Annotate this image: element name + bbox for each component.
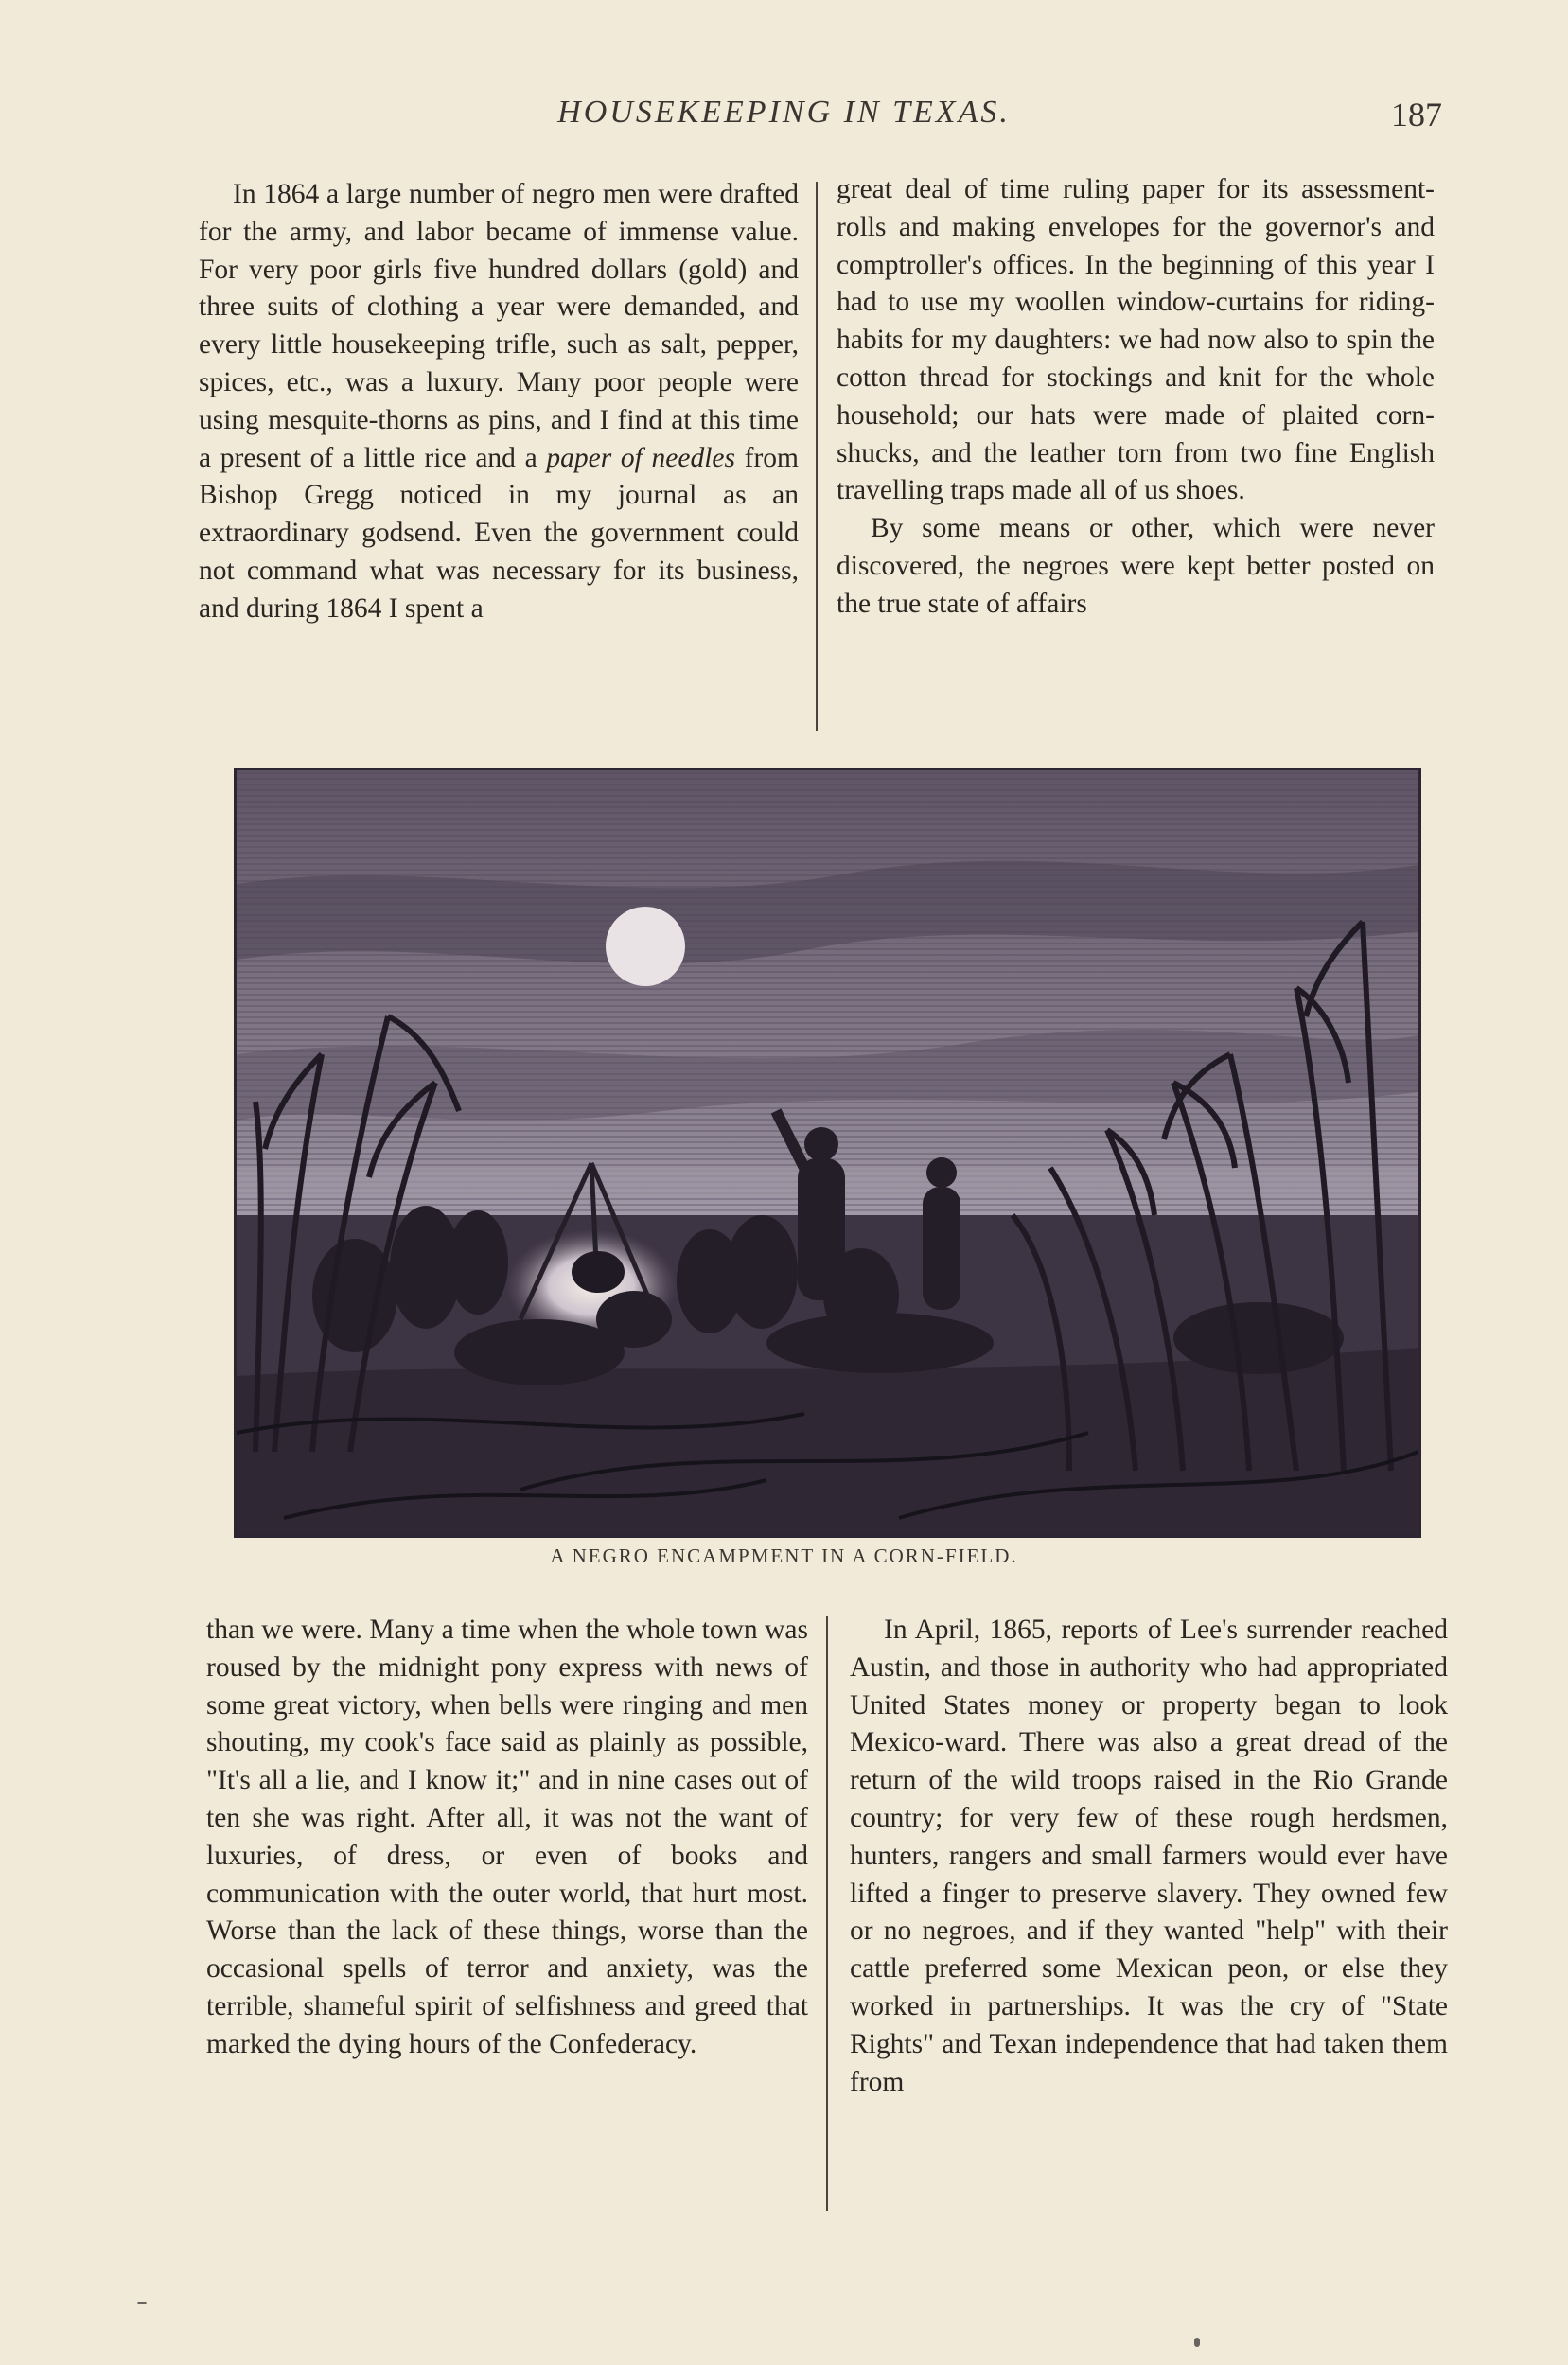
paper-fleck bbox=[1194, 2338, 1200, 2347]
bottom-right-paragraph: In April, 1865, reports of Lee's surrender reached Austin, and those in authority who had appropriated United States money or property began to look Mexico-ward. There was also a great dread of the return of the wild troops raised in the Rio Grande country; for very few of these rough herdsmen, hunters, rangers and small farmers would ever have lifted a finger to preserve slavery. They owned few or no negroes, and if they wanted "help" with their cattle preferred some Mexican peon, or else they worked in partnerships. It was the cry of "State Rights" and Texan independence that had taken them from bbox=[850, 1615, 1448, 2097]
seated-figure bbox=[448, 1210, 508, 1315]
seated-figure bbox=[726, 1215, 798, 1329]
cooking-pot bbox=[572, 1251, 625, 1293]
paper-fleck bbox=[137, 2302, 147, 2304]
top-right-paragraph-1: great deal of time ruling paper for its assessment-rolls and making envelopes for the governor's and comptroller's offices. In the beginning of this year I had to use my woollen window-curtains for riding-habits for my daughters: we had now also to spin the cotton thread for stockings and knit for the whole household; our hats were made of plaited corn-shucks, and the leather torn from two fine English travelling traps made all of us shoes. bbox=[837, 174, 1435, 506]
figure-head bbox=[926, 1157, 957, 1188]
italic-phrase: paper of needles bbox=[546, 442, 735, 473]
illustration-caption: A NEGRO ENCAMPMENT IN A CORN-FIELD. bbox=[550, 1544, 1018, 1567]
text-after-italic: from Bishop Gregg noticed in my journal as an extraordinary godsend. Even the government could not command what was necessary for its business, and during 1864 I spent a bbox=[199, 442, 799, 624]
top-right-paragraph-2: By some means or other, which were never discovered, the negroes were kept better posted on the true state of affairs bbox=[837, 513, 1435, 619]
top-left-column bbox=[199, 176, 799, 628]
text-before-italic: In 1864 a large number of negro men were drafted for the army, and labor became of immense value. For very poor girls five hundred dollars (gold) and three suits of clothing a year were demanded, and every little housekeeping trifle, such as salt, pepper, spices, etc., was a luxury. Many poor people were using mesquite-thorns as pins, and I find at this time a present of a little rice and a bbox=[199, 179, 799, 473]
reclining-figure bbox=[454, 1319, 625, 1385]
bottom-right-column bbox=[850, 1612, 1448, 2101]
page-header-title: HOUSEKEEPING IN TEXAS. bbox=[557, 95, 1011, 130]
encampment-engraving bbox=[237, 770, 1418, 1535]
engraving-illustration bbox=[234, 768, 1421, 1538]
moon bbox=[606, 907, 685, 986]
reclining-figure bbox=[766, 1313, 994, 1373]
bottom-left-paragraph: than we were. Many a time when the whole town was roused by the midnight pony express with news of some great victory, when bells were ringing and men shouting, my cook's face said as plainly as possible, "It's all a lie, and I know it;" and in nine cases out of ten she was right. After all, it was not the want of luxuries, of dress, or even of books and communication with the outer world, that hurt most. Worse than the lack of these things, worse than the occasional spells of terror and anxiety, was the terrible, shameful spirit of selfishness and greed that marked the dying hours of the Confederacy. bbox=[206, 1615, 808, 2059]
standing-figure bbox=[923, 1187, 960, 1310]
bottom-left-column bbox=[206, 1612, 808, 2064]
figure-head bbox=[804, 1127, 838, 1161]
page-number: 187 bbox=[1391, 96, 1442, 133]
top-left-paragraph bbox=[199, 176, 799, 628]
column-rule-bottom bbox=[826, 1616, 828, 2211]
top-right-column bbox=[837, 171, 1435, 624]
column-rule-top bbox=[816, 182, 818, 731]
reclining-figure bbox=[1173, 1302, 1344, 1374]
